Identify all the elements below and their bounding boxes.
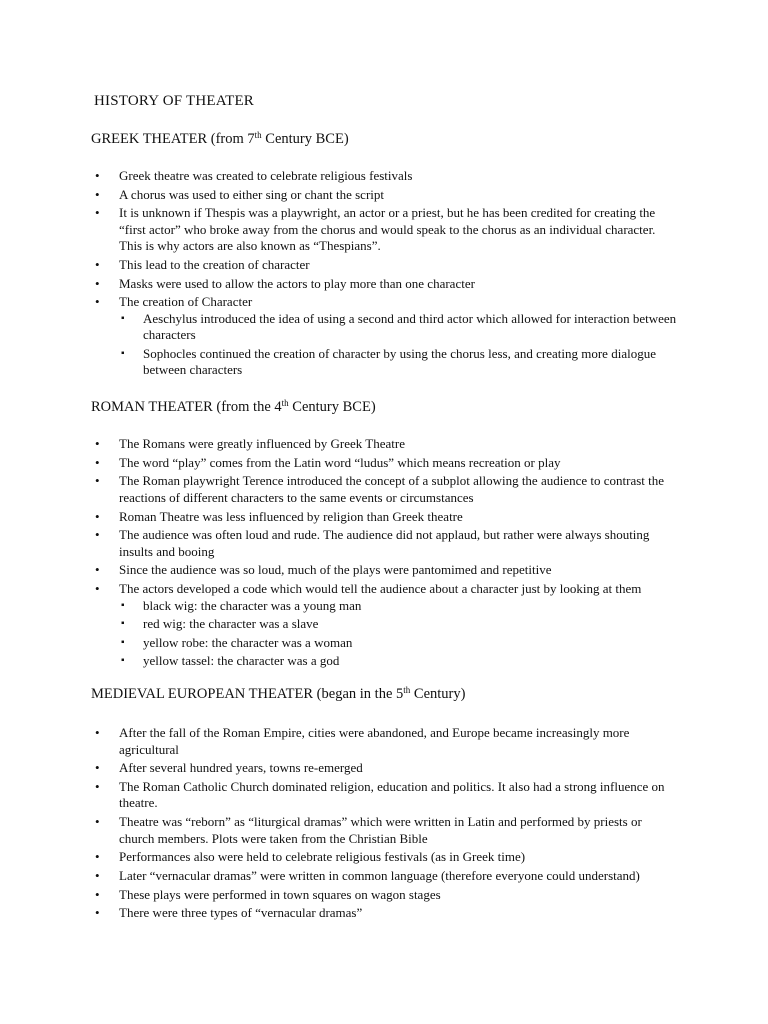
list-item: • The creation of Character ▪ Aeschylus introduced the idea of using a second and third actor which allowed for interaction between characters ▪ Sophocles continued the creation of character by using the chorus less, and creating more dialogue between characters: [0, 294, 768, 379]
list-item: • The audience was often loud and rude. The audience did not applaud, but rather were always shouting insults and booing: [0, 527, 768, 560]
sub-list-item: ▪ black wig: the character was a young man: [119, 598, 678, 615]
section-heading-roman: ROMAN THEATER (from the 4th Century BCE): [91, 398, 376, 415]
list-item: • Masks were used to allow the actors to play more than one character: [0, 276, 768, 293]
sub-list-item: ▪ Sophocles continued the creation of character by using the chorus less, and creating more dialogue between characters: [119, 346, 678, 379]
list-item: • This lead to the creation of character: [0, 257, 768, 274]
medieval-bullet-list: [0, 725, 768, 924]
section-heading-greek: GREEK THEATER (from 7th Century BCE): [91, 130, 349, 147]
sub-list-item: ▪ red wig: the character was a slave: [119, 616, 678, 633]
list-item: • The Romans were greatly influenced by Greek Theatre: [0, 436, 768, 453]
document-title: HISTORY OF THEATER: [94, 93, 255, 109]
list-item: • Greek theatre was created to celebrate religious festivals: [0, 168, 768, 185]
list-item: • The word “play” comes from the Latin word “ludus” which means recreation or play: [0, 455, 768, 472]
list-item: • Since the audience was so loud, much of the plays were pantomimed and repetitive: [0, 562, 768, 579]
list-item: • A chorus was used to either sing or chant the script: [0, 187, 768, 204]
sub-list-item: ▪ yellow robe: the character was a woman: [119, 635, 678, 652]
list-item: • After the fall of the Roman Empire, cities were abandoned, and Europe became increasingly more agricultural: [0, 725, 768, 758]
list-item: • It is unknown if Thespis was a playwright, an actor or a priest, but he has been credited for creating the “first actor” who broke away from the chorus and would speak to the chorus as an individual character. This is why actors are also known as “Thespians”.: [0, 205, 768, 255]
greek-sub-list: [119, 311, 678, 379]
list-item: • These plays were performed in town squares on wagon stages: [0, 887, 768, 904]
list-item: • The actors developed a code which would tell the audience about a character just by looking at them ▪ black wig: the character was a young man ▪ red wig: the character was a slave ▪ yellow robe: the character was a woman ▪ yellow tassel: the character was a god: [0, 581, 768, 670]
list-item: • Later “vernacular dramas” were written in common language (therefore everyone could understand): [0, 868, 768, 885]
list-item: • Performances also were held to celebrate religious festivals (as in Greek time): [0, 849, 768, 866]
list-item: • Theatre was “reborn” as “liturgical dramas” which were written in Latin and performed by priests or church members. Plots were taken from the Christian Bible: [0, 814, 768, 847]
list-item: • There were three types of “vernacular dramas”: [0, 905, 768, 922]
roman-bullet-list: [0, 436, 768, 672]
sub-list-item: ▪ Aeschylus introduced the idea of using a second and third actor which allowed for interaction between characters: [119, 311, 678, 344]
greek-bullet-list: [0, 168, 768, 381]
list-item: • After several hundred years, towns re-emerged: [0, 760, 768, 777]
sub-list-item: ▪ yellow tassel: the character was a god: [119, 653, 678, 670]
list-item: • The Roman Catholic Church dominated religion, education and politics. It also had a strong influence on theatre.: [0, 779, 768, 812]
list-item: • Roman Theatre was less influenced by religion than Greek theatre: [0, 509, 768, 526]
list-item: • The Roman playwright Terence introduced the concept of a subplot allowing the audience to contrast the reactions of different characters to the same events or circumstances: [0, 473, 768, 506]
section-heading-medieval: MEDIEVAL EUROPEAN THEATER (began in the 5th Century): [91, 685, 466, 702]
roman-sub-list: [119, 598, 678, 670]
